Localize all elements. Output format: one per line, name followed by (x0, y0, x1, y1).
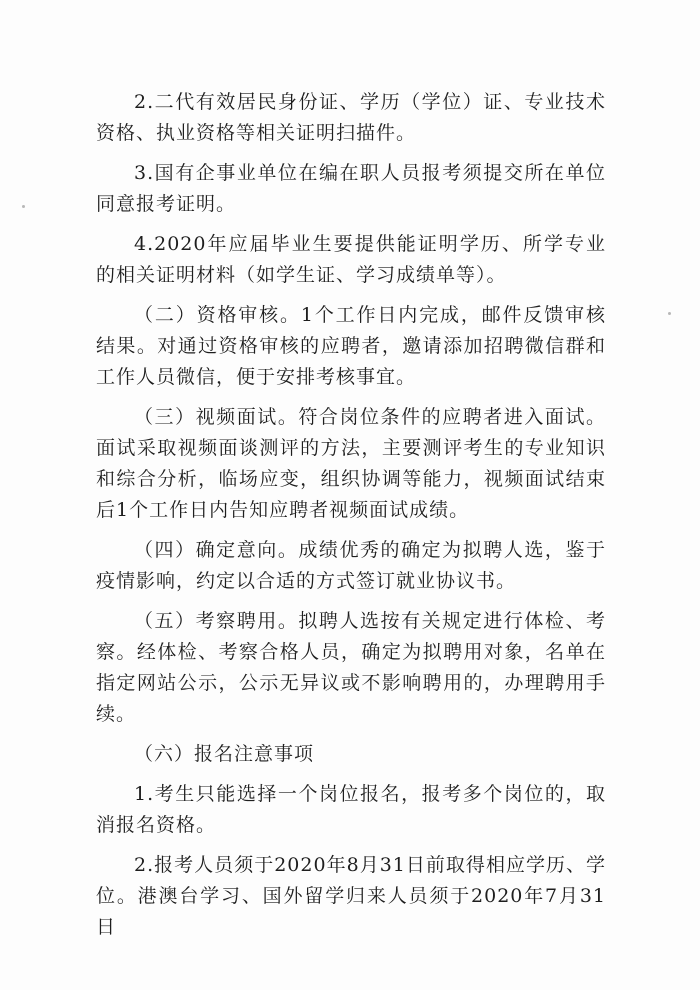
paragraph-degree-deadline: 2.报考人员须于2020年8月31日前取得相应学历、学位。港澳台学习、国外留学归来人员须于2020年7月31日 (96, 854, 606, 938)
document-body (96, 87, 606, 952)
paragraph-single-position: 1.考生只能选择一个岗位报名，报考多个岗位的，取消报名资格。 (96, 783, 606, 836)
paragraph-inspection-hiring: （五）考察聘用。拟聘人选按有关规定进行体检、考察。经体检、考察合格人员，确定为拟聘用对象，名单在指定网站公示，公示无异议或不影响聘用的，办理聘用手续。 (96, 610, 606, 725)
paragraph-qualification-review: （二）资格审核。1个工作日内完成，邮件反馈审核结果。对通过资格审核的应聘者，邀请添加招聘微信群和工作人员微信，便于安排考核事宜。 (96, 304, 606, 388)
section-heading-registration-notes: （六）报名注意事项 (134, 743, 315, 765)
paragraph-determine-intention: （四）确定意向。成绩优秀的确定为拟聘人选，鉴于疫情影响，约定以合适的方式签订就业协议书。 (96, 539, 606, 592)
paragraph-video-interview: （三）视频面试。符合岗位条件的应聘者进入面试。面试采取视频面谈测评的方法，主要测评考生的专业知识和综合分析，临场应变，组织协调等能力，视频面试结束后1个工作日内告知应聘者视频面试成绩。 (96, 406, 606, 521)
paragraph-graduate-materials: 4.2020年应届毕业生要提供能证明学历、所学专业的相关证明材料（如学生证、学习成绩单等）。 (96, 233, 606, 286)
paragraph-id-documents: 2.二代有效居民身份证、学历（学位）证、专业技术资格、执业资格等相关证明扫描件。 (96, 91, 606, 144)
scan-speck (22, 205, 25, 208)
paragraph-employer-consent: 3.国有企事业单位在编在职人员报考须提交所在单位同意报考证明。 (96, 162, 606, 215)
scan-speck (668, 312, 671, 315)
